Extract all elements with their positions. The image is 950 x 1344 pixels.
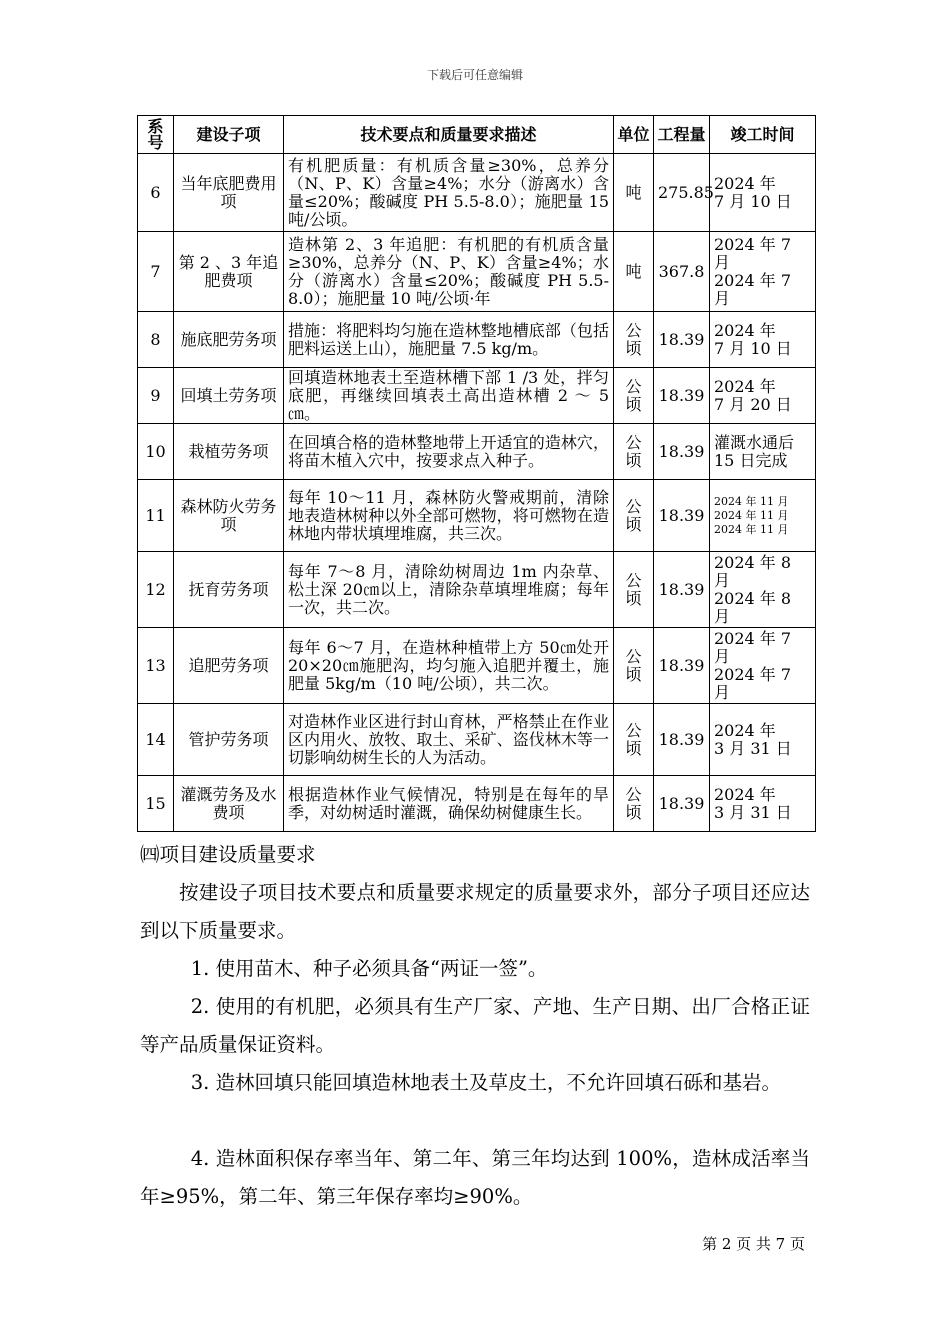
row-unit: 公顷 <box>614 480 654 552</box>
row-description: 每年 7～8 月，清除幼树周边 1m 内杂草、松土深 20㎝以上，清除杂草填埋堆腐；每年一次，共二次。 <box>284 552 614 628</box>
page-header-note: 下载后可任意编辑 <box>426 68 523 82</box>
table-row <box>138 368 816 424</box>
requirement-item-2: 2. 使用的有机肥，必须具有生产厂家、产地、生产日期、出厂合格正证等产品质量保证资料。 <box>140 995 810 1056</box>
row-quantity: 18.39 <box>654 628 710 704</box>
row-number: 14 <box>138 704 174 776</box>
completion-time-line: 2024 年 7 月 <box>714 234 792 272</box>
completion-time-line: 灌溉水通后 15 日完成 <box>714 432 795 470</box>
header-no: 系号 <box>138 116 174 154</box>
row-description: 每年 6～7 月，在造林种植带上方 50㎝处开 20×20㎝施肥沟，均匀施入追肥并覆土，施肥量 5kg/m（10 吨/公顷），共二次。 <box>284 628 614 704</box>
table-header-row <box>138 116 816 154</box>
construction-spec-table <box>137 115 816 832</box>
row-completion-time <box>710 154 816 232</box>
row-unit: 公顷 <box>614 552 654 628</box>
table-row <box>138 312 816 368</box>
row-item: 栽植劳务项 <box>174 424 284 480</box>
completion-time-line: 2024 年 <box>714 173 776 193</box>
completion-time-line: 2024 年 7 月 <box>714 664 792 702</box>
header-qty: 工程量 <box>654 116 710 154</box>
page-footer: 第 2 页 共 7 页 <box>702 1235 805 1253</box>
row-item: 追肥劳务项 <box>174 628 284 704</box>
row-quantity: 367.8 <box>654 232 710 312</box>
row-description: 在回填合格的造林整地带上开适宜的造林穴，将苗木植入穴中，按要求点入种子。 <box>284 424 614 480</box>
row-description: 造林第 2、3 年追肥：有机肥的有机质含量≥30%，总养分（N、P、K）含量≥4%；水分（游离水）含量≤20%；酸碱度 PH 5.5-8.0）；施肥量 10 吨/公顷·年 <box>284 232 614 312</box>
row-unit: 公顷 <box>614 312 654 368</box>
completion-time-line: 2024 年 11 月 <box>714 522 789 536</box>
row-number: 12 <box>138 552 174 628</box>
row-description: 有机肥质量：有机质含量≥30%，总养分（N、P、K）含量≥4%；水分（游离水）含量≤20%；酸碱度 PH 5.5-8.0）；施肥量 15 吨/公顷。 <box>284 154 614 232</box>
completion-time-line: 3 月 31 日 <box>714 738 792 758</box>
row-completion-time <box>710 312 816 368</box>
row-completion-time <box>710 776 816 832</box>
completion-time-line: 2024 年 <box>714 720 776 740</box>
completion-time-line: 2024 年 <box>714 784 776 804</box>
table-row <box>138 628 816 704</box>
header-desc: 技术要点和质量要求描述 <box>284 116 614 154</box>
row-unit: 公顷 <box>614 368 654 424</box>
row-quantity: 18.39 <box>654 704 710 776</box>
completion-time-line: 2024 年 <box>714 376 776 396</box>
row-completion-time <box>710 704 816 776</box>
completion-time-line: 2024 年 <box>714 320 776 340</box>
row-item: 管护劳务项 <box>174 704 284 776</box>
row-quantity: 18.39 <box>654 312 710 368</box>
row-quantity: 18.39 <box>654 424 710 480</box>
row-item: 森林防火劳务项 <box>174 480 284 552</box>
row-unit: 公顷 <box>614 628 654 704</box>
row-completion-time <box>710 552 816 628</box>
row-number: 9 <box>138 368 174 424</box>
row-quantity: 275.85 <box>654 154 710 232</box>
completion-time-line: 2024 年 8 月 <box>714 588 792 626</box>
row-quantity: 18.39 <box>654 480 710 552</box>
requirement-item-3: 3. 造林回填只能回填造林地表土及草皮土，不允许回填石砾和基岩。 <box>190 1071 781 1094</box>
header-item: 建设子项 <box>174 116 284 154</box>
row-item: 第 2 、3 年追肥费项 <box>174 232 284 312</box>
table-row <box>138 154 816 232</box>
completion-time-line: 2024 年 7 月 <box>714 270 792 308</box>
row-item: 灌溉劳务及水费项 <box>174 776 284 832</box>
row-number: 8 <box>138 312 174 368</box>
row-completion-time <box>710 424 816 480</box>
completion-time-line: 2024 年 11 月 <box>714 494 789 508</box>
requirement-item-4: 4. 造林面积保存率当年、第二年、第三年均达到 100%，造林成活率当年≥95%，第二年、第三年保存率均≥90%。 <box>140 1147 810 1208</box>
row-description: 每年 10～11 月，森林防火警戒期前，清除地表造林树种以外全部可燃物，将可燃物在造林地内带状填埋堆腐，共三次。 <box>284 480 614 552</box>
row-unit: 吨 <box>614 232 654 312</box>
row-quantity: 18.39 <box>654 552 710 628</box>
row-number: 13 <box>138 628 174 704</box>
row-item: 回填土劳务项 <box>174 368 284 424</box>
row-item: 抚育劳务项 <box>174 552 284 628</box>
table-row <box>138 424 816 480</box>
table-row <box>138 552 816 628</box>
row-description: 根据造林作业气候情况，特别是在每年的旱季，对幼树适时灌溉，确保幼树健康生长。 <box>284 776 614 832</box>
completion-time-line: 2024 年 8 月 <box>714 552 792 590</box>
row-unit: 公顷 <box>614 424 654 480</box>
table-body <box>138 154 816 832</box>
completion-time-line: 7 月 10 日 <box>714 191 792 211</box>
row-unit: 吨 <box>614 154 654 232</box>
table-row <box>138 232 816 312</box>
row-description: 回填造林地表土至造林槽下部 1 /3 处，拌匀底肥，再继续回填表土高出造林槽 2 ～ 5 ㎝。 <box>284 368 614 424</box>
section-heading: ㈣项目建设质量要求 <box>140 843 316 866</box>
row-item: 当年底肥费用项 <box>174 154 284 232</box>
row-quantity: 18.39 <box>654 368 710 424</box>
completion-time-line: 7 月 10 日 <box>714 338 792 358</box>
row-item: 施底肥劳务项 <box>174 312 284 368</box>
table-row <box>138 704 816 776</box>
row-unit: 公顷 <box>614 704 654 776</box>
row-number: 10 <box>138 424 174 480</box>
row-description: 对造林作业区进行封山育林，严格禁止在作业区内用火、放牧、取土、采矿、盗伐林木等一切影响幼树生长的人为活动。 <box>284 704 614 776</box>
completion-time-line: 2024 年 11 月 <box>714 508 789 522</box>
header-time: 竣工时间 <box>710 116 816 154</box>
row-completion-time <box>710 368 816 424</box>
row-number: 6 <box>138 154 174 232</box>
row-completion-time <box>710 480 816 552</box>
row-number: 11 <box>138 480 174 552</box>
row-number: 7 <box>138 232 174 312</box>
row-number: 15 <box>138 776 174 832</box>
requirement-item-1: 1. 使用苗木、种子必须具备“两证一签”。 <box>190 957 548 980</box>
row-unit: 公顷 <box>614 776 654 832</box>
table-row <box>138 480 816 552</box>
header-unit: 单位 <box>614 116 654 154</box>
section-intro: 按建设子项目技术要点和质量要求规定的质量要求外，部分子项目还应达到以下质量要求。 <box>140 881 810 942</box>
completion-time-line: 2024 年 7 月 <box>714 628 792 666</box>
row-completion-time <box>710 232 816 312</box>
table-row <box>138 776 816 832</box>
row-completion-time <box>710 628 816 704</box>
row-description: 措施：将肥料均匀施在造林整地槽底部（包括肥料运送上山），施肥量 7.5 kg/m。 <box>284 312 614 368</box>
completion-time-line: 3 月 31 日 <box>714 802 792 822</box>
row-quantity: 18.39 <box>654 776 710 832</box>
completion-time-line: 7 月 20 日 <box>714 394 792 414</box>
